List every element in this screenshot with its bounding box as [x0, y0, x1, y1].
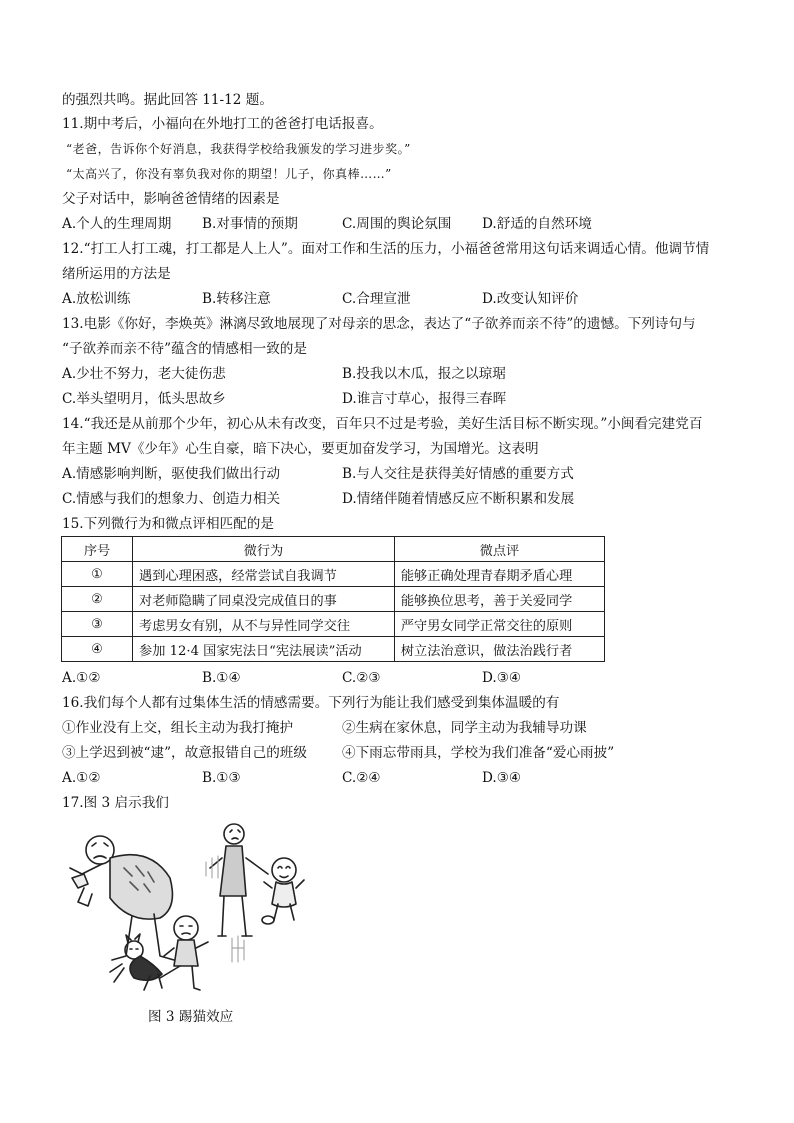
q15-table — [61, 536, 605, 662]
q11-quote-father-son-2: “太高兴了，你没有辜负我对你的期望！儿子，你真棒……” — [66, 167, 392, 181]
q15-option-a: A.①② — [62, 670, 101, 686]
intro-line: 的强烈共鸣。据此回答 11-12 题。 — [62, 92, 273, 108]
table-cell-comment: 树立法治意识，做法治践行者 — [394, 637, 604, 662]
q13-option-c: C.举头望明月，低头思故乡 — [62, 391, 226, 407]
table-header-number: 序号 — [62, 537, 133, 562]
q14-option-d: D.情绪伴随着情感反应不断积累和发展 — [342, 491, 575, 507]
q15-option-d: D.③④ — [482, 670, 522, 686]
table-row — [62, 612, 605, 637]
table-cell-comment: 能够换位思考，善于关爱同学 — [394, 587, 604, 612]
cat-figure — [110, 934, 162, 990]
question-14-line-2: 年主题 MV《少年》心生自豪，暗下决心，要更加奋发学习，为国增光。这表明 — [62, 441, 539, 457]
q11-option-c: C.周围的舆论氛围 — [342, 216, 452, 232]
table-cell-behavior: 对老师隐瞒了同桌没完成值日的事 — [133, 587, 395, 612]
kick-the-cat-cartoon — [62, 818, 312, 1003]
q13-option-a: A.少壮不努力，老大徒伤悲 — [62, 366, 226, 382]
table-cell-behavior: 遇到心理困惑，经常尝试自我调节 — [133, 562, 395, 587]
q16-item-1: ①作业没有上交，组长主动为我打掩护 — [62, 720, 294, 736]
kicking-child-figure — [160, 916, 208, 990]
q11-option-d: D.舒适的自然环境 — [482, 216, 592, 232]
question-12-line-1: 12.“打工人打工魂，打工都是人上人”。面对工作和生活的压力，小福爸爸常用这句话来调适心情。他调节情 — [62, 241, 710, 257]
q14-option-a: A.情感影响判断，驱使我们做出行动 — [62, 466, 281, 482]
q16-option-b: B.①③ — [202, 770, 241, 786]
table-cell-number: ① — [62, 562, 133, 587]
q16-item-4: ④下雨忘带雨具，学校为我们准备“爱心雨披” — [342, 745, 615, 761]
father-figure — [210, 824, 268, 936]
boss-figure — [70, 836, 174, 960]
table-cell-behavior: 参加 12·4 国家宪法日“宪法展读”活动 — [133, 637, 395, 662]
question-15: 15.下列微行为和微点评相匹配的是 — [62, 516, 274, 532]
table-header-row — [62, 537, 605, 562]
question-11: 11.期中考后，小福向在外地打工的爸爸打电话报喜。 — [62, 116, 383, 132]
figure-caption: 图 3 踢猫效应 — [148, 1009, 234, 1025]
q15-option-c: C.②③ — [342, 670, 381, 686]
crying-child-figure — [262, 858, 304, 924]
q12-option-a: A.放松训练 — [62, 291, 131, 307]
table-header-behavior: 微行为 — [133, 537, 395, 562]
q12-option-b: B.转移注意 — [202, 291, 271, 307]
q11-option-b: B.对事情的预期 — [202, 216, 298, 232]
table-cell-comment: 能够正确处理青春期矛盾心理 — [394, 562, 604, 587]
table-cell-number: ② — [62, 587, 133, 612]
q11-option-a: A.个人的生理周期 — [62, 216, 172, 232]
question-13-line-1: 13.电影《你好，李焕英》淋漓尽致地展现了对母亲的思念，表达了“子欲养而亲不待”的遗憾。下列诗句与 — [62, 316, 696, 332]
q11-stem: 父子对话中，影响爸爸情绪的因素是 — [62, 191, 280, 207]
table-cell-number: ③ — [62, 612, 133, 637]
q14-option-c: C.情感与我们的想象力、创造力相关 — [62, 491, 281, 507]
q16-option-c: C.②④ — [342, 770, 381, 786]
table-row — [62, 562, 605, 587]
table-cell-number: ④ — [62, 637, 133, 662]
q14-option-b: B.与人交往是获得美好情感的重要方式 — [342, 466, 574, 482]
question-17: 17.图 3 启示我们 — [62, 795, 169, 811]
q16-option-a: A.①② — [62, 770, 101, 786]
q15-option-b: B.①④ — [202, 670, 241, 686]
question-12-line-2: 绪所运用的方法是 — [62, 266, 171, 282]
q16-item-2: ②生病在家休息，同学主动为我辅导功课 — [342, 720, 587, 736]
question-16: 16.我们每个人都有过集体生活的情感需要。下列行为能让我们感受到集体温暖的有 — [62, 695, 560, 711]
table-cell-comment: 严守男女同学正常交往的原则 — [394, 612, 604, 637]
q12-option-c: C.合理宣泄 — [342, 291, 411, 307]
q13-option-d: D.谁言寸草心，报得三春晖 — [342, 391, 507, 407]
table-row — [62, 637, 605, 662]
table-row — [62, 587, 605, 612]
q13-option-b: B.投我以木瓜，报之以琼琚 — [342, 366, 506, 382]
table-header-comment: 微点评 — [394, 537, 604, 562]
q12-option-d: D.改变认知评价 — [482, 291, 579, 307]
q16-option-d: D.③④ — [482, 770, 522, 786]
q16-item-3: ③上学迟到被“逮”，故意报错自己的班级 — [62, 745, 307, 761]
question-14-line-1: 14.“我还是从前那个少年，初心从未有改变，百年只不过是考验，美好生活目标不断实现。”小闽看完建党百 — [62, 416, 703, 432]
question-13-line-2: “子欲养而亲不待”蕴含的情感相一致的是 — [62, 341, 307, 357]
table-cell-behavior: 考虑男女有别，从不与异性同学交往 — [133, 612, 395, 637]
q11-quote-father-son-1: “老爸，告诉你个好消息，我获得学校给我颁发的学习进步奖。” — [66, 142, 411, 156]
